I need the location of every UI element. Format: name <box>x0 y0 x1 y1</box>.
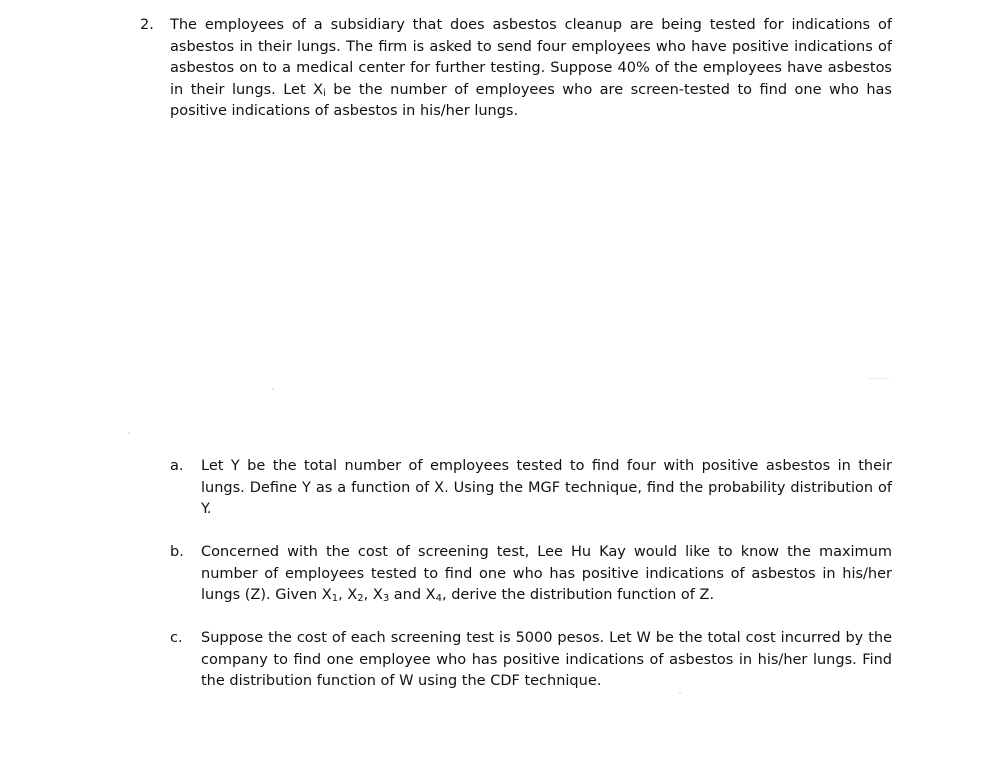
subscript-1: 1 <box>331 593 339 604</box>
part-b-text <box>201 542 892 607</box>
problem-text-part1: The employees of a subsidiary that does asbestos cleanup are being tested for indications of asbestos in their lungs. The firm is asked to send four employees who have positive indications of asbestos on to a medical center for further testing. Suppose 40% of the employees have asbestos in their lungs. Let X <box>170 17 892 98</box>
separator-2: , X <box>363 587 383 603</box>
scan-speck <box>679 692 681 694</box>
problem-statement <box>170 15 892 123</box>
part-b-text-1: Concerned with the cost of screening test, Lee Hu Kay would like to know the maximum number of employees tested to find one who has positive indications of asbestos in his/her lungs (Z). Given X <box>201 544 892 603</box>
part-c <box>170 628 892 693</box>
subscript-4: 4 <box>435 593 442 604</box>
scan-speck <box>128 432 130 434</box>
separator-1: , X <box>338 587 358 603</box>
part-c-text: Suppose the cost of each screening test is 5000 pesos. Let W be the total cost incurred by the company to find one employee who has positive indications of asbestos in his/her lungs. Find the distribution function of W using the CDF technique. <box>201 630 892 689</box>
part-b-text-2: , derive the distribution function of Z. <box>442 587 715 603</box>
subscript-3: 3 <box>382 593 390 604</box>
problem-number: 2. <box>140 17 154 33</box>
separator-3: and X <box>389 587 436 603</box>
part-a <box>170 456 892 521</box>
problem-text-part2: be the number of employees who are screen-tested to find one who has positive indications of asbestos in his/her lungs. <box>170 81 892 119</box>
part-a-text: Let Y be the total number of employees tested to find four with positive asbestos in their lungs. Define Y as a function of X. Using the MGF technique, find the probability distribution of Y. <box>201 458 892 517</box>
part-b-letter: b. <box>170 544 184 560</box>
problem-subscript-i: i <box>323 87 326 99</box>
part-a-letter: a. <box>170 458 184 474</box>
scan-speck <box>868 378 890 379</box>
problem-2 <box>140 15 892 123</box>
scan-speck <box>272 388 274 390</box>
part-c-letter: c. <box>170 630 183 646</box>
subscript-2: 2 <box>357 593 364 604</box>
part-b <box>170 542 892 607</box>
